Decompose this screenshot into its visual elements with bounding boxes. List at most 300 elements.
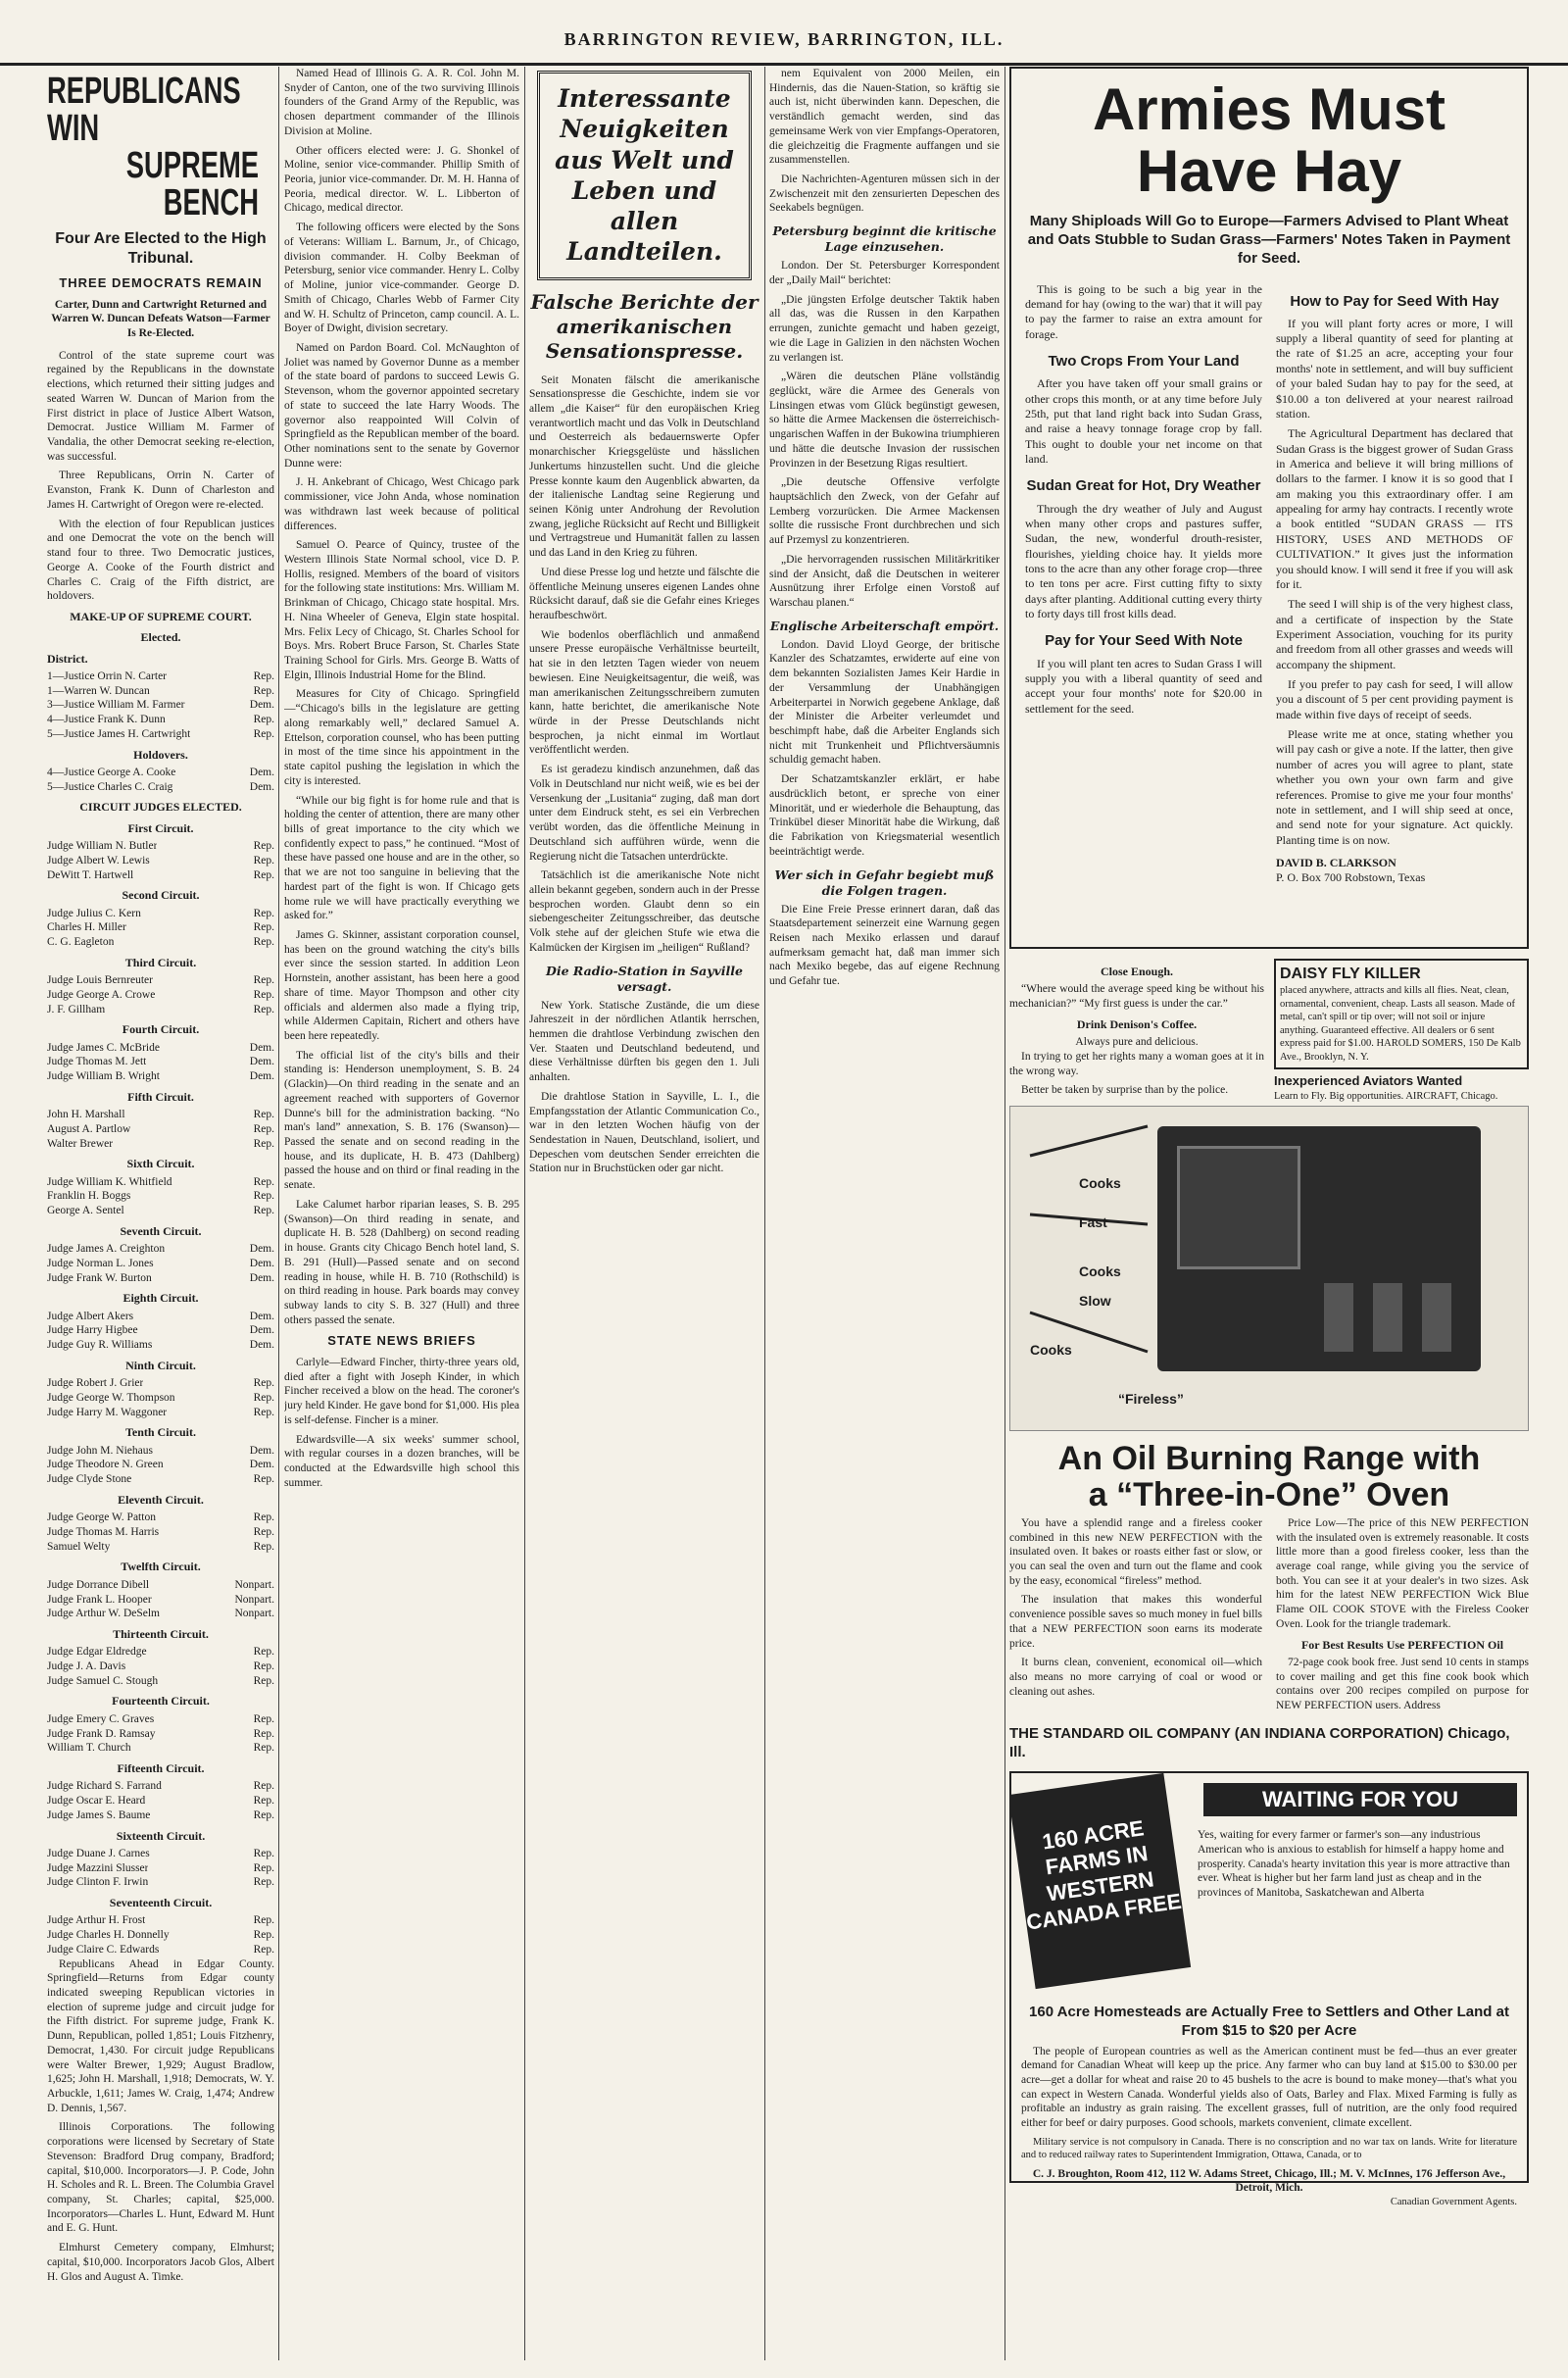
judge-name: Judge Oscar E. Heard [47,1795,146,1808]
judge-row [47,1122,274,1137]
masthead: BARRINGTON REVIEW, BARRINGTON, ILL. [0,29,1568,66]
filler-heading: Drink Denison's Coffee. [1076,1016,1198,1031]
label-cooks: Cooks [1079,1175,1121,1191]
ad-subheading: Two Crops From Your Land [1048,353,1240,370]
judge-name: Judge Harry Higbee [47,1324,138,1337]
judge-row [47,1674,274,1689]
hay-ad-left [1025,282,1262,886]
circuit-heading: Sixth Circuit. [126,1157,195,1171]
german-box-heading: Interessante Neuigkeiten aus Welt und Leben und allen Landteilen. [537,71,752,280]
column-1 [47,67,274,2360]
judge-row [47,1175,274,1190]
german-subheading: Die Radio-Station in Sayville versagt. [546,963,743,994]
judge-name: Judge Samuel C. Stough [47,1674,159,1687]
judge-party: Dem. [249,699,274,712]
circuit-heading: Eleventh Circuit. [118,1492,204,1507]
judge-party: Dem. [249,1243,274,1256]
judge-name: Judge Dorrance Dibell [47,1578,150,1591]
judge-name: 4—Justice George A. Cooke [47,766,176,778]
article-paragraph: With the election of four Republican justices and one Democrat the vote on the bench will stand four to three. Two Democratic justices, George A. Cooke of the Fourth district and Charles C. Craig of the Fifth district, are holdovers. [47,518,274,603]
judge-row [47,1727,274,1742]
judge-row [47,1808,274,1823]
fillers [1009,959,1264,1096]
judge-name: Judge George W. Thompson [47,1391,175,1404]
section-subheading: Holdovers. [133,747,188,762]
judge-row [47,1861,274,1876]
judge-row [47,1578,274,1593]
ad-subheading: Pay for Your Seed With Note [1045,632,1243,650]
judge-row [47,1069,274,1084]
judge-party: Rep. [253,714,274,726]
judge-name: 3—Justice William M. Farmer [47,699,185,712]
judge-party: Dem. [249,780,274,793]
judge-row [47,1525,274,1540]
judge-party: Dem. [249,1271,274,1284]
judge-party: Rep. [253,1727,274,1740]
judge-party: Rep. [253,936,274,949]
judge-row [47,1593,274,1608]
circuit-heading: Fifteenth Circuit. [117,1760,205,1775]
oil-ad-left [1009,1516,1262,1718]
burner-icon [1422,1283,1451,1352]
hay-ad-body [1025,282,1513,886]
judge-party: Rep. [253,1914,274,1927]
circuit-heading: Sixteenth Circuit. [116,1828,206,1843]
judge-name: 5—Justice James H. Cartwright [47,727,191,740]
judge-row [47,684,274,699]
ads-column [1009,67,1529,2360]
judge-name: Walter Brewer [47,1137,114,1150]
judge-name: 1—Warren W. Duncan [47,684,150,697]
ad-subheading: How to Pay for Seed With Hay [1290,292,1499,310]
german-subheading: Petersburg beginnt die kritische Lage einzusehen. [772,223,997,255]
judge-row [47,1472,274,1487]
judge-row [47,988,274,1003]
judge-name: Judge Charles H. Donnelly [47,1929,170,1942]
article-paragraph: Und diese Presse log und hetzte und fälschte die öffentliche Meinung unseres eigenen Landes ohne Rücksicht darauf, daß sie die Gefahr eines Krieges heraufbeschwört. [529,566,760,621]
judge-row [47,1257,274,1271]
oil-ad-right [1276,1516,1529,1718]
judge-row [47,935,274,950]
judge-name: Franklin H. Boggs [47,1190,131,1203]
judge-name: Judge Albert W. Lewis [47,854,150,867]
judge-row [47,1055,274,1069]
ad-paragraph: Through the dry weather of July and August when many other crops and pastures suffer, Sudan, the new, wonderful drouth-resister, flourishes, yielding choice hay. It yields more tons to the acre than any other forage crop—three to ten tons per acre. First cutting fifty to sixty days after planting. Additional cutting every thirty to forty days till frost kills dead. [1025,501,1262,621]
ad-paragraph: After you have taken off your small grains or other crops this month, or at any time before July 25th, put that land right back into Sudan Grass, and raise a heavy tonnage forage crop by fall. This ought to double your net income on that land. [1025,376,1262,466]
judge-name: Judge Richard S. Farrand [47,1780,162,1793]
judge-name: Judge Louis Bernreuter [47,974,153,987]
judge-row [47,1913,274,1928]
judge-name: Judge Edgar Eldredge [47,1646,147,1659]
judge-name: Judge Harry M. Waggoner [47,1406,168,1418]
oil-range-ad [1009,1441,1529,1761]
article-paragraph: Seit Monaten fälscht die amerikanische Sensationspresse die Geschichte, indem sie vor allem „die Kaiser“ für den europäischen Krieg verantwortlich macht und das Volk in Deutschland und Oesterreich als bedauernswerte Opfer monarchischer Kriegsgelüste und hässlichen Junkertums hinzustellen sucht. Und die gleiche Presse konnte kaum den Augenblick abwarten, da der italienische Landtag seine Regierung und seinen König unter Androhung der Revolution zwang, jegliche Rücksicht auf Recht und Billigkeit und Vertragstreue und Humanität fallen zu lassen und das Land in den Krieg zu führen. [529,373,760,560]
daisy-fly-killer-ad [1274,959,1529,1069]
judge-party: Rep. [253,1795,274,1808]
article-paragraph: The following officers were elected by the Sons of Veterans: William L. Barnum, Jr., of Chicago, division commander. H. Colby Beekman of Petersburg, senior vice commander. Henry L. Colby of Moline, junior vice-commander. George D. Smith of Chicago, Charles Webb of Farmer City and W. H. Schultz of Princeton, camp council. A. L. Boyer of Dwight, division secretary. [284,222,519,335]
judge-name: Judge Thomas M. Jett [47,1056,147,1068]
judge-name: Judge William B. Wright [47,1070,160,1083]
judge-name: Charles H. Miller [47,921,126,934]
article-paragraph: „Die deutsche Offensive verfolgte hauptsächlich den Zweck, von der Gefahr auf Lemberg vorzurücken. Die Armee Mackensen sollte die russische Front durchbrechen und sich auf Przemysl zu konzentrieren. [769,476,1000,547]
judge-row [47,839,274,854]
canada-headline: 160 Acre Homesteads are Actually Free to Settlers and Other Land at From $15 to $20 per Acre [1029,2004,1509,2040]
article-paragraph: London. Der St. Petersburger Korrespondent der „Daily Mail“ berichtet: [769,260,1000,286]
column-rule [278,67,279,2360]
filler-heading: Close Enough. [1100,965,1174,978]
circuit-heading: Fourth Circuit. [122,1022,200,1037]
section-subheading: Elected. [140,630,181,645]
article-paragraph: Es ist geradezu kindisch anzunehmen, daß das Volk in Deutschland nur nicht weiß, wie es bei der Versenkung der „Lusitania“ zuging, daß man dort unter dem Eindruck steht, es sei ein Verbrechen verübt worden, das die öffentliche Meinung in Deutschland sich aufführen würde, wenn die Regierung nicht die Tatsachen unterdrückte. [529,764,760,863]
judge-name: Judge Arthur W. DeSelm [47,1608,160,1620]
article-paragraph: Edwardsville—A six weeks' summer school, with regular courses in a dozen branches, will be conducted at the Edwardsville high school this summer. [284,1433,519,1489]
judge-row [47,1847,274,1861]
article-paragraph: New York. Statische Zustände, die um diese Jahreszeit in der nördlichen Atlantik herrschen, hemmen die drahtlose Verbindung zwischen den Ver. Staaten und Deutschland bedeutend, und diese Verhältnisse dürften bis gegen den 1. Juli anhalten. [529,999,760,1084]
judge-name: Judge Claire C. Edwards [47,1943,160,1956]
judge-name: 4—Justice Frank K. Dunn [47,714,166,726]
column-rule [524,67,525,2360]
judge-row [47,1943,274,1957]
judge-row [47,1741,274,1756]
dfk-text: placed anywhere, attracts and kills all flies. Neat, clean, ornamental, convenient, cheap. Lasts all season. Made of metal, can't spill or tip over; will not soil or injure anything. Guaranteed effective. All dealers or 6 sent express paid for $1.00. HAROLD SOMERS, 150 De Kalb Ave., Brooklyn, N. Y. [1280,985,1521,1063]
ad-paragraph: The seed I will ship is of the very highest class, and a certificate of inspection by the State Experiment Association, vouching for its purity and freedom from all other grasses and weeds will accompany the shipment. [1276,597,1513,671]
judge-party: Rep. [253,1943,274,1956]
judge-row [47,1928,274,1943]
judge-name: Judge James A. Creighton [47,1243,166,1256]
circuit-heading: Seventh Circuit. [120,1223,202,1238]
state-news-heading: STATE NEWS BRIEFS [327,1333,476,1349]
article-paragraph: Named on Pardon Board. Col. McNaughton of Joliet was named by Governor Dunne as a member of the state board of pardons to succeed Lewis G. Stevenson, whom the governor appointed secretary of state to succeed the late Harry Woods. The governor also reappointed Will Colvin of Springfield as the Republican member of the board. Other nominations sent to the senate by Governor Dunne were: [284,341,519,470]
ad-paragraph: The Agricultural Department has declared that Sudan Grass is the biggest grower of Sudan Grass in America and believe it will bring millions of dollars to the farmer. I know it is so good that I am making you this extraordinary offer. I am appealing for army hay contracts. I recently wrote a book entitled “SUDAN GRASS — ITS HISTORY, USES AND METHODS OF CULTIVATION.” It gives just the information you should know. I will send it free if you will ask for it. [1276,426,1513,591]
judge-name: Judge George A. Crowe [47,988,156,1001]
column-3 [529,67,760,2360]
judge-row [47,1323,274,1338]
judge-row [47,1779,274,1794]
oil-company: THE STANDARD OIL COMPANY (AN INDIANA CORPORATION) Chicago, Ill. [1009,1724,1510,1760]
judge-party: Rep. [253,727,274,740]
judge-name: Judge Arthur H. Frost [47,1914,146,1927]
ad-subheading: Sudan Great for Hot, Dry Weather [1026,477,1261,495]
article-paragraph: „Wären die deutschen Pläne vollständig geglückt, wäre die Armee des Generals von Linsingen etwas vom Glück begünstigt gewesen, so hätte die Armee Mackensen die österreichisch-ungarischen Waffen in der Bukowina triumphieren und hätte die deutsche Invasion der russischen Provinzen in der Besetzung Rigas resultiert. [769,371,1000,470]
circuit-heading: Tenth Circuit. [124,1425,196,1440]
judge-name: 1—Justice Orrin N. Carter [47,670,167,683]
judge-party: Nonpart. [234,1578,274,1591]
judge-party: Dem. [249,1310,274,1322]
ad-paragraph: If you will plant forty acres or more, I will supply a liberal quantity of seed for planting at the rate of $1.25 an acre, accepting your four months' note in settlement, and will buy sufficient of your baled Sudan hay to pay for the seed, at $10.00 a ton delivered at your nearest railroad station. [1276,316,1513,421]
ad-paragraph: Military service is not compulsory in Canada. There is no conscription and no war tax on lands. Write for literature and to reduced railway rates to Superintendent Immigration, Ottawa, Canada, or to [1021,2136,1517,2161]
canada-banner: WAITING FOR YOU [1203,1783,1517,1816]
judge-party: Nonpart. [234,1593,274,1606]
judge-row [47,1875,274,1890]
article-paragraph: Die Nachrichten-Agenturen müssen sich in der Zwischenzeit mit den zensurierten Depeschen des Seekabels begnügen. [769,173,1000,215]
judge-name: Judge J. A. Davis [47,1660,126,1673]
short-items [1009,959,1529,1102]
oil-title-line-1: An Oil Burning Range with [1057,1440,1481,1477]
label-slow: Slow [1079,1293,1111,1309]
burner-icon [1324,1283,1353,1352]
judge-party: Rep. [253,1377,274,1390]
article-paragraph: Republicans Ahead in Edgar County. Springfield—Returns from Edgar county indicated sweeping Republican victories in election of supreme judge and circuit judge for the Fifth district. For supreme judge, Frank K. Dunn, Republican, polled 1,851; Louis Fitzhenry, Democrat, 1,430. For circuit judge Republicans were Walter Brewer, 1,929; August Bradlow, 1,625; John H. Marshall, 1,918; Democrats, W. Y. Arbuckle, 1,611; James W. Craig, 1,474; Andrew D. Dennis, 1,567. [47,1957,274,2114]
judge-name: Judge John M. Niehaus [47,1444,153,1457]
hay-ad-deck: Many Shiploads Will Go to Europe—Farmers Advised to Plant Wheat and Oats Stubble to Sudan Grass—Farmers' Notes Taken in Payment for Seed. [1027,213,1511,268]
circuit-heading: Fifth Circuit. [127,1089,194,1104]
judge-party: Rep. [253,1137,274,1150]
judge-party: Rep. [253,1929,274,1942]
label-cooks: Cooks [1030,1342,1072,1358]
judge-name: Judge Emery C. Graves [47,1712,155,1725]
judge-name: John H. Marshall [47,1109,125,1121]
ad-paragraph: If you prefer to pay cash for seed, I will allow you a discount of 5 per cent providing payment is made within five days of receipt of seeds. [1276,677,1513,721]
article-paragraph: Control of the state supreme court was regained by the Republicans in the downstate elections, which returned their sitting judges and seated Warren W. Duncan of Marion from the First district in place of Justice Albert Watson, Democrat. Justice William M. Farmer of Vandalia, the other Democrat seeking re-election, was successful. [47,349,274,463]
judge-name: Judge Duane J. Carnes [47,1847,150,1859]
circuit-list [47,821,274,1957]
canada-agents: C. J. Broughton, Room 412, 112 W. Adams Street, Chicago, Ill.; M. V. McInnes, 176 Jefferson Ave., Detroit, Mich. [1032,2167,1506,2195]
headline-line-1: REPUBLICANS WIN [47,71,241,149]
article-paragraph: Samuel O. Pearce of Quincy, trustee of the Western Illinois State Normal school, vice D. P. Hollis, resigned. Members of the board of visitors for the following state institutions: Mrs. William M. Brinkman of Chicago, Chicago state hospital. Mrs. H. Nina Wheeler of Geneva, Elgin state hospital. Mrs. Felix Lecy of Chicago, St. Charles School for Boys. Mrs. Robert Bruce Farson, St. Charles State Training School for Girls. Mrs. George B. Watts of Elgin, Illinois Industrial Home for the Blind. [284,539,519,681]
hay-ad-right [1276,282,1513,886]
judge-row [47,698,274,713]
ad-subheading: For Best Results Use PERFECTION Oil [1300,1637,1504,1652]
judge-party: Rep. [253,988,274,1001]
judge-party: Rep. [253,1876,274,1889]
filler-text: In trying to get her rights many a woman goes at it in the wrong way. [1009,1050,1264,1077]
column-4 [769,67,1000,2360]
judge-party: Rep. [253,1861,274,1874]
judge-party: Rep. [253,1847,274,1859]
judge-row [47,907,274,921]
judge-name: William T. Church [47,1742,131,1755]
article-paragraph: Other officers elected were: J. G. Shonkel of Moline, senior vice-commander. Phillip Smith of Peoria, junior vice-commander. Dr. M. H. Hanna of Peoria, medical director. W. L. Libberton of Chicago, medical director. [284,144,519,215]
judge-row [47,1108,274,1122]
aviators-ad: Inexperienced Aviators Wanted [1274,1073,1463,1089]
section-heading: MAKE-UP OF SUPREME COURT. [70,609,252,623]
judge-party: Nonpart. [234,1608,274,1620]
district-label: District. [47,651,88,666]
judge-party: Rep. [253,1122,274,1135]
judge-party: Dem. [249,1041,274,1054]
judge-row [47,1607,274,1621]
judge-name: Samuel Welty [47,1540,111,1553]
judge-row [47,1391,274,1406]
judge-party: Dem. [249,766,274,778]
subdeck: Carter, Dunn and Cartwright Returned and Warren W. Duncan Defeats Watson—Farmer Is Re-Elected. [51,298,270,339]
article-paragraph: „Die jüngsten Erfolge deutscher Taktik haben all das, was die Russen in den Karpathen errungen, zunichte gemacht und haben gezeigt, wie die Lage in Galizien in den nächsten Wochen zu verlangen ist. [769,293,1000,364]
judge-party: Rep. [253,1646,274,1659]
judge-name: Judge George W. Patton [47,1511,156,1524]
article-paragraph: Tatsächlich ist die amerikanische Note nicht allein bekannt gegeben, sondern auch in der Presse besprochen worden. Glaubt denn so ein siebengescheiter Zeitungsschreiber, das deutsche Volk stehe auf der gleichen Stufe wie etwa die Kalmücken der Kirgisen im „heiligen“ Rußland? [529,869,760,954]
holdover-list [47,766,274,794]
judge-party: Rep. [253,1205,274,1217]
small-ads [1274,959,1529,1102]
german-headline: Falsche Berichte der amerikanischen Sensationspresse. [530,289,759,363]
article-paragraph: James G. Skinner, assistant corporation counsel, has been on the ground watching the city's bills ever since the session started. In addition Leon Hornstein, another assistant, has been here a good share of time. Mayor Thompson and other city officials and aldermen also made a flying trip, while Aldermen Capitain, Richert and others have been here repeatedly. [284,928,519,1042]
aviators-sub: Learn to Fly. Big opportunities. AIRCRAFT, Chicago. [1274,1090,1498,1102]
article-paragraph: Die Eine Freie Presse erinnert daran, daß das Staatsdepartement seinerzeit eine Warnung gegen Reisen nach Mexiko erlassen und darauf aufmerksam gemacht hat, daß man immer sich nach Mexiko begebe, das auf eigene Rechnung und Gefahr tue. [769,903,1000,988]
circuit-heading: First Circuit. [127,820,194,835]
hay-ad-title [1025,78,1513,202]
judge-row [47,1189,274,1204]
judge-name: Judge Theodore N. Green [47,1459,164,1471]
ad-paragraph: It burns clean, convenient, economical oil—which also means no more carrying of coal or wood or cleaning out ashes. [1009,1657,1262,1698]
circuit-heading: Seventeenth Circuit. [109,1896,213,1910]
article-paragraph: Wie bodenlos oberflächlich und anmaßend unsere Presse europäische Verhältnisse beurteilt, hat sie in den letzten Tagen wieder von neuem bewiesen. Eine Neuigkeitsagentur, die weiß, was man amerikanischen Zeitungsschreibern zumuten kann, hatte berichtet, die amerikanische Note würde in der Presse Deutschlands nicht besprochen, ja nicht einmal im Wortlaut veröffentlicht werden. [529,628,760,757]
ad-paragraph: Please write me at once, stating whether you will pay cash or give a note. If the latter, then give number of acres you will agree to plant, state whether you own your own farm and give references. Promise to give me your four months' note in settlement, and I will ship seed at once, and send note for your signature. Act quickly. Planting time is on now. [1276,727,1513,847]
judge-party: Rep. [253,1540,274,1553]
signature-name: DAVID B. CLARKSON [1276,855,1396,869]
judge-row [47,1204,274,1218]
stove-icon [1157,1126,1481,1371]
judge-name: Judge James S. Baume [47,1808,151,1821]
judge-row [47,780,274,795]
article-paragraph: J. H. Ankebrant of Chicago, West Chicago park commissioner, vice John Anda, whose nomination was withdrawn last week because of political differences. [284,476,519,532]
judge-row [47,868,274,883]
canada-body [1021,1999,1517,2208]
german-subheading: Englische Arbeiterschaft empört. [769,618,1000,633]
judge-party: Rep. [253,1391,274,1404]
filler-text: Better be taken by surprise than by the police. [1021,1084,1229,1097]
judge-name: Judge Clyde Stone [47,1473,132,1486]
judge-name: Judge Thomas M. Harris [47,1526,160,1538]
judge-party: Rep. [253,974,274,987]
judge-name: Judge Clinton F. Irwin [47,1876,149,1889]
judge-party: Rep. [253,1175,274,1188]
article-paragraph: Measures for City of Chicago. Springfield—“Chicago's bills in the legislature are getting along remarkably well,” declared Samuel A. Ettelson, corporation counsel, who has been putting in most of the time since his appointment in the state capitol pushing the legislation in which the city is interested. [284,688,519,787]
oil-ad-title [1009,1441,1529,1514]
column-2 [284,67,519,2360]
circuit-heading: Thirteenth Circuit. [113,1626,209,1641]
ad-paragraph: The insulation that makes this wonderful convenience possible saves so much money in fuel bills that a NEW PERFECTION soon earns its moderate price. [1009,1594,1262,1650]
judge-party: Dem. [249,1070,274,1083]
judge-name: Judge Mazzini Slusser [47,1861,149,1874]
filler-text: “Where would the average speed king be without his mechanician?” “My first guess is under the car.” [1009,983,1264,1011]
judge-row [47,1406,274,1420]
circuit-heading: Eighth Circuit. [122,1291,199,1306]
judge-name: Judge Julius C. Kern [47,907,141,919]
article-paragraph: Der Schatzamtskanzler erklärt, er habe ausdrücklich betont, er spreche von einer Minorität, und er wiederhole die Behauptung, das Trinkübel dieser Minorität habe die Wirkung, daß die Fabrikation von Kriegsmaterial wesentlich beeinträchtigt werde. [769,773,1000,858]
subhead: THREE DEMOCRATS REMAIN [59,274,263,290]
judge-name: Judge Frank D. Ramsay [47,1727,156,1740]
column-rule [1004,67,1005,2360]
judge-row [47,1271,274,1286]
judge-row [47,1376,274,1391]
deck: Four Are Elected to the High Tribunal. [55,230,267,268]
judge-name: 5—Justice Charles C. Craig [47,780,173,793]
signature-address: P. O. Box 700 Robstown, Texas [1276,870,1426,885]
judge-row [47,1458,274,1472]
judge-name: Judge William K. Whitfield [47,1175,172,1188]
label-fireless: “Fireless” [1118,1391,1184,1407]
judge-party: Rep. [253,1712,274,1725]
judge-row [47,920,274,935]
article-paragraph: Die drahtlose Station in Sayville, L. I., die Empfangsstation der Atlantic Communication Co., war in den letzten Wochen häufig von der Sendestation in Nauen, Deutschland, isoliert, und Depeschen vom deutschen Sender erreichten die Station nur in Bruchstücken oder gar nicht. [529,1090,760,1175]
judge-name: George A. Sentel [47,1205,124,1217]
judge-party: Rep. [253,1406,274,1418]
column-rule [764,67,765,2360]
judge-party: Rep. [253,1526,274,1538]
article-paragraph: Carlyle—Edward Fincher, thirty-three years old, died after a fight with Joseph Kinder, in which Fincher received a blow on the head. The coroner's jury held Kinder. He gave bond for $1,000. His plea is self-defense. Fincher is a miner. [284,1357,519,1426]
judge-row [47,1041,274,1056]
judge-row [47,1645,274,1660]
judge-row [47,1660,274,1674]
article-paragraph: Three Republicans, Orrin N. Carter of Evanston, Frank K. Dunn of Charleston and James H. Cartwright of Oregon were re-elected. [47,470,274,511]
hay-ad [1009,67,1529,949]
ad-paragraph: The people of European countries as well as the American continent must be fed—thus an ever greater demand for Canadian Wheat will keep up the price. Any farmer who can buy land at $15.00 to $30.00 per acre—get a dollar for wheat and raise 20 to 45 bushels to the acre is bound to make money—that's what you can expect in Western Canada. Wonderful yields also of Oats, Barley and Flax. Mixed Farming is fully as profitable an industry as grain raising. The excellent grasses, full of nutrition, are the only food required either for beef or dairy purposes. Good schools, markets convenient, climate excellent. [1021,2045,1517,2130]
judge-row [47,1003,274,1017]
circuit-heading: Ninth Circuit. [125,1358,196,1372]
hay-title-line-2: Have Hay [1136,138,1402,204]
ad-paragraph: 72-page cook book free. Just send 10 cents in stamps to cover mailing and get this fine cook book which contains over 200 recipes compiled on purpose for NEW PERFECTION users. Address [1276,1656,1529,1712]
judge-party: Rep. [253,840,274,853]
stove-illustration [1009,1106,1529,1431]
article-paragraph: Illinois Corporations. The following corporations were licensed by Secretary of State Stevenson: Bradford Drug company, Bradford; capital, $10,000. Incorporators—J. P. Code, John H. Scholes and R. L. Breen. The Columbia Gravel company, St. Charles; capital, $25,000. Incorporators—Charles L. Hunt, Edward M. Hunt and E. G. Hunt. [47,2121,274,2235]
judge-party: Rep. [253,1742,274,1755]
label-fast: Fast [1079,1214,1107,1230]
judge-row [47,1338,274,1353]
judge-name: DeWitt T. Hartwell [47,868,134,881]
judge-name: Judge Frank W. Burton [47,1271,152,1284]
oil-title-line-2: a “Three-in-One” Oven [1088,1476,1450,1514]
judge-row [47,1444,274,1459]
canada-badge: 160 ACRE FARMS IN WESTERN CANADA FREE [1009,1773,1191,1989]
circuit-heading: Second Circuit. [122,888,200,903]
judge-party: Dem. [249,1056,274,1068]
label-cooks: Cooks [1079,1263,1121,1279]
judge-row [47,1242,274,1257]
section-heading: CIRCUIT JUDGES ELECTED. [79,800,242,815]
burner-icon [1373,1283,1402,1352]
judge-party: Rep. [253,1190,274,1203]
article-paragraph: Elmhurst Cemetery company, Elmhurst; capital, $10,000. Incorporators Jacob Glos, Albert H. Glos and August A. Timke. [47,2242,274,2283]
judge-party: Dem. [249,1459,274,1471]
judge-row [47,669,274,684]
article-paragraph: Lake Calumet harbor riparian leases, S. B. 295 (Swanson)—On third reading in senate, and duplicate H. B. 528 (Dahlberg) on second reading in house. Grants city Chicago Bench hotel land, S. B. 291 (Hull)—Passed senate and on second reading in house, while H. B. 710 (Rothschild) is on third reading in house. Park boards may convey subway lands to city S. B. 327 (Hull) and three others passed the senate. [284,1198,519,1326]
judge-row [47,1540,274,1555]
ad-paragraph: You have a splendid range and a fireless cooker combined in this new NEW PERFECTION with the insulated oven. It bakes or roasts either fast or slow, or you can seal the oven and turn out the flame and cook by the easy, economical “fireless” method. [1009,1516,1262,1587]
judge-row [47,1712,274,1727]
judge-name: Judge Guy R. Williams [47,1339,153,1352]
judge-name: Judge James C. McBride [47,1041,160,1054]
judge-name: Judge William N. Butler [47,840,158,853]
headline-line-2: SUPREME BENCH [125,145,259,223]
oven-icon [1177,1146,1300,1269]
ad-paragraph: If you will plant ten acres to Sudan Grass I will supply you with a liberal quantity of seed and accept your four months' note for $20.00 in settlement for the seed. [1025,656,1262,716]
judge-name: Judge Frank L. Hooper [47,1593,152,1606]
dfk-title: DAISY FLY KILLER [1280,966,1421,982]
german-subheading: Wer sich in Gefahr begiebt muß die Folgen tragen. [774,867,995,898]
judge-row [47,1310,274,1324]
judge-party: Dem. [249,1444,274,1457]
judge-name: Judge Albert Akers [47,1310,134,1322]
canada-intro: Yes, waiting for every farmer or farmer's son—any industrious American who is anxious to establish for himself a happy home and prosperity. Canada's hearty invitation this year is more attractive than ever. Wheat is higher but her farm land just as cheap and in the provinces of Manitoba, Saskatchewan and Alberta [1198,1829,1510,1900]
judge-party: Rep. [253,1660,274,1673]
canada-agents-label: Canadian Government Agents. [1390,2197,1517,2208]
judge-name: Judge Norman L. Jones [47,1257,154,1269]
judge-row [47,727,274,742]
judge-party: Rep. [253,1473,274,1486]
article-paragraph: „Die hervorragenden russischen Militärkritiker sind der Ansicht, daß die Deutschen in weiterer Ausnützung ihrer Erfolge einen Vorstoß auf Warschau planen.“ [769,553,1000,609]
court-list [47,669,274,742]
judge-party: Rep. [253,868,274,881]
judge-party: Rep. [253,1808,274,1821]
article-paragraph: London. David Lloyd George, der britische Kanzler des Schatzamtes, erwiderte auf eine von dem bekannten Sozialisten James Keir Hardie in der Versammlung der Unabhängigen Arbeiterpartei in Norwich gegebene Anklage, daß der Minister die Arbeiter verleumdet und beschimpft habe, daß die Arbeiter Englands sich nicht mit Trunkenheit und Pflichtversäumnis schuldig gemacht haben. [769,638,1000,767]
judge-party: Rep. [253,1109,274,1121]
judge-party: Dem. [249,1339,274,1352]
judge-row [47,1511,274,1525]
oil-ad-body [1009,1516,1529,1718]
judge-name: Judge Robert J. Grier [47,1377,144,1390]
judge-party: Rep. [253,1780,274,1793]
ad-paragraph: Price Low—The price of this NEW PERFECTION with the insulated oven is extremely reasonable. It costs little more than a good fireless cooker, less than the average coal range, while giving you the service of both. You can see it at your dealer's in two sizes. Ask him for the latest NEW PERFECTION Wick Blue Flame OIL COOK STOVE with the Fireless Cooker Oven. Look for the triangle trademark. [1276,1516,1529,1630]
